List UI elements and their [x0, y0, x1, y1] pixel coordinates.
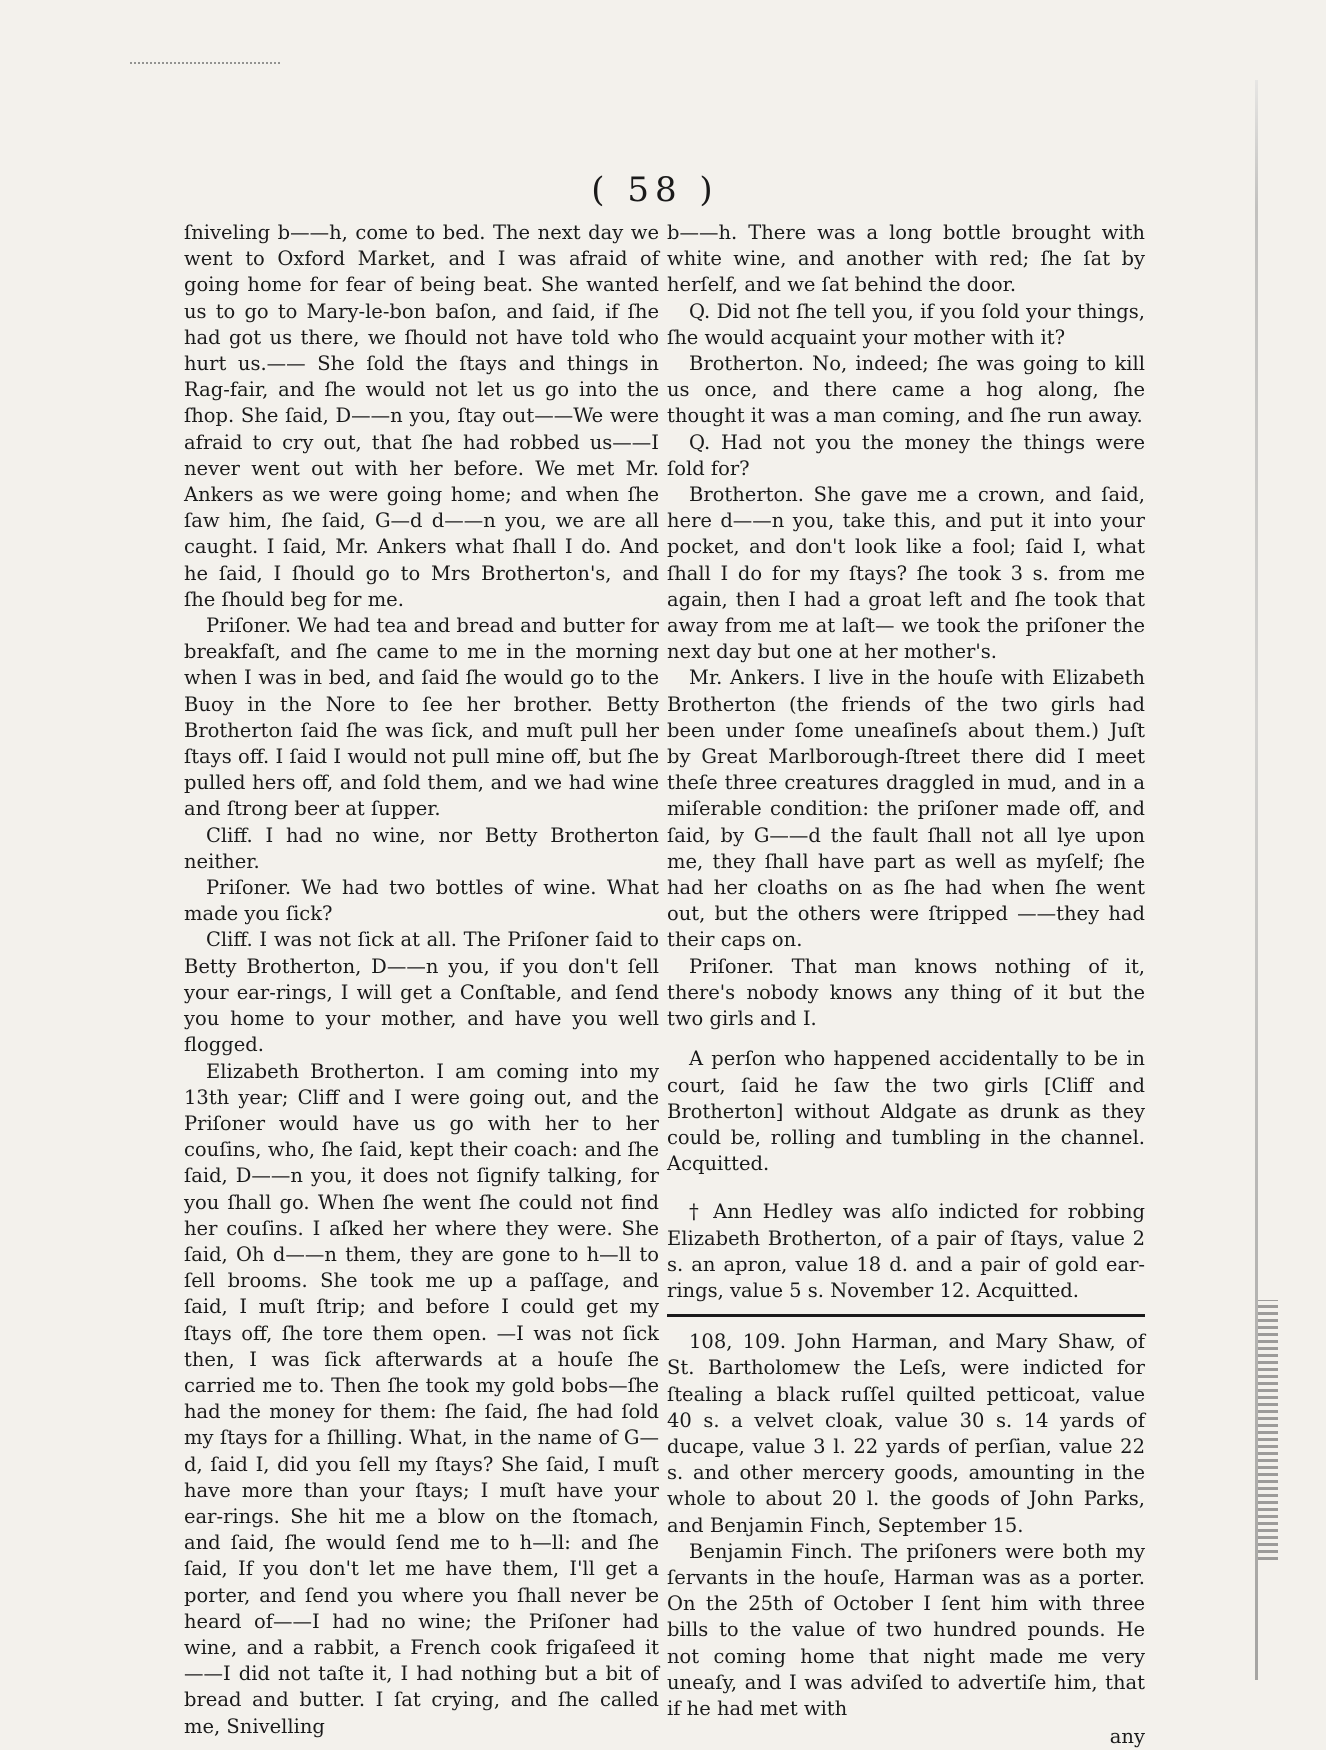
scan-smudge [130, 62, 280, 70]
paragraph: Priſoner. We had two bottles of wine. What made you ſick? [184, 876, 659, 926]
left-column [184, 220, 659, 1740]
section-rule [667, 1314, 1145, 1317]
right-column [667, 220, 1145, 1750]
paragraph: Benjamin Finch. The priſoners were both my ſervants in the houſe, Harman was as a porter. On the 25th of October I ſent him with three bills to the value of two hundred pounds. He not coming home that night made me very uneaſy, and I was adviſed to advertiſe him, that if he had met with [667, 1539, 1145, 1720]
paragraph: Brotherton. No, indeed; ſhe was going to kill us once, and there came a hog along, ſhe thought it was a man coming, and ſhe run away. [667, 352, 1145, 428]
page-edge-blot [1258, 1300, 1278, 1560]
paragraph: A perſon who happened accidentally to be in court, ſaid he ſaw the two girls [Cliff and Brotherton] without Aldgate as drunk as they could be, rolling and tumbling in the channel. Acquitted. [667, 1047, 1145, 1176]
paragraph: Mr. Ankers. I live in the houſe with Elizabeth Brotherton (the friends of the two girls had been under ſome uneaſineſs about them.) Juſt by Great Marlborough-ſtreet there did I meet theſe three creatures draggled in mud, and in a miſerable condition: the priſoner made off, and ſaid, by G——d the fault ſhall not all lye upon me, they ſhall have part as well as myſelf; ſhe had her cloaths on as ſhe had when ſhe went out, but the others were ſtripped ——they had their caps on. [667, 666, 1145, 952]
paragraph: Priſoner. That man knows nothing of it, there's nobody knows any thing of it but the two girls and I. [667, 954, 1145, 1031]
paragraph: Brotherton. She gave me a crown, and ſaid, here d——n you, take this, and put it into your pocket, and don't look like a fool; ſaid I, what ſhall I do for my ſtays? ſhe took 3 s. from me again, then I had a groat left and ſhe took that away from me at laſt— we took the priſoner the next day but one at her mother's. [667, 483, 1145, 664]
paragraph: Q. Had not you the money the things were ſold for? [667, 430, 1145, 480]
catchword: any [1109, 1725, 1145, 1749]
paragraph: Cliff. I had no wine, nor Betty Brotherton neither. [184, 823, 659, 873]
paragraph: Cliff. I was not ſick at all. The Priſoner ſaid to Betty Brotherton, D——n you, if you don't ſell your ear-rings, I will get a Conſtable, and ſend you home to your mother, and have you well flogged. [184, 928, 659, 1057]
indictment-paragraph: † Ann Hedley was alſo indicted for robbing Elizabeth Brotherton, of a pair of ſtays, value 2 s. an apron, value 18 d. and a pair of gold ear-rings, value 5 s. November 12. Acquitted. [667, 1200, 1145, 1302]
paragraph: ſniveling b——h, come to bed. The next day we went to Oxford Market, and I was afraid of going home for fear of being beat. She wanted us to go to Mary-le-bon baſon, and ſaid, if ſhe had got us there, we ſhould not have told who hurt us.—— She ſold the ſtays and things in Rag-fair, and ſhe would not let us go into the ſhop. She ſaid, D——n you, ſtay out——We were afraid to cry out, that ſhe had robbed us——I never went out with her before. We met Mr. Ankers as we were going home; and when ſhe ſaw him, ſhe ſaid, G—d d——n you, we are all caught. I ſaid, Mr. Ankers what ſhall I do. And he ſaid, I ſhould go to Mrs Brotherton's, and ſhe ſhould beg for me. [184, 221, 659, 611]
paragraph: Q. Did not ſhe tell you, if you ſold your things, ſhe would acquaint your mother with it? [667, 299, 1145, 349]
paragraph: Priſoner. We had tea and bread and butter for breakfaſt, and ſhe came to me in the morning when I was in bed, and ſaid ſhe would go to the Buoy in the Nore to ſee her brother. Betty Brotherton ſaid ſhe was ſick, and muſt pull her ſtays off. I ſaid I would not pull mine off, but ſhe pulled hers off, and ſold them, and we had wine and ſtrong beer at ſupper. [184, 614, 660, 821]
page-number: ( 58 ) [591, 170, 719, 210]
paragraph: Elizabeth Brotherton. I am coming into my 13th year; Cliff and I were going out, and the Priſoner would have us go with her to her couſins, who, ſhe ſaid, kept their coach: and ſhe ſaid, D——n you, it does not ſignify talking, for you ſhall go. When ſhe went ſhe could not find her couſins. I aſked her where they were. She ſaid, Oh d——n them, they are gone to h—ll to ſell brooms. She took me up a paſſage, and ſaid, I muſt ſtrip; and before I could get my ſtays off, ſhe tore them open. —I was not ſick then, I was ſick afterwards at a houſe ſhe carried me to. Then ſhe took my gold bobs—ſhe had the money for them: ſhe ſaid, ſhe had ſold my ſtays for a ſhilling. What, in the name of G—d, ſaid I, did you ſell my ſtays? She ſaid, I muſt have more than your ſtays; I muſt have your ear-rings. She hit me a blow on the ſtomach, and ſaid, ſhe would ſend me to h—ll: and ſhe ſaid, If you don't let me have them, I'll get a porter, and ſend you where you ſhall never be heard of——I had no wine; the Priſoner had wine, and a rabbit, a French cook frigaſeed it——I did not taſte it, I had nothing but a bit of bread and butter. I ſat crying, and ſhe called me, Snivelling [184, 1059, 659, 1738]
paragraph: b——h. There was a long bottle brought with white wine, and another with red; ſhe ſat by herſelf, and we ſat behind the door. [667, 221, 1145, 297]
indictment-paragraph: 108, 109. John Harman, and Mary Shaw, of St. Bartholomew the Leſs, were indicted for ſtealing a black ruſſel quilted petticoat, value 40 s. a velvet cloak, value 30 s. 14 yards of ducape, value 3 l. 22 yards of perſian, value 22 s. and other mercery goods, amounting in the whole to about 20 l. the goods of John Parks, and Benjamin Finch, September 15. [667, 1330, 1145, 1537]
